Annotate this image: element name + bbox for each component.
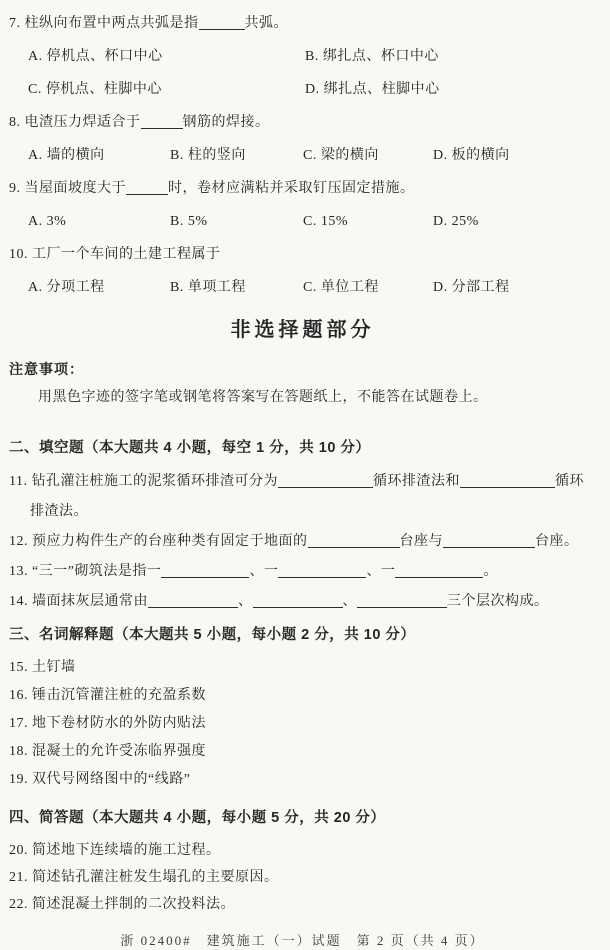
option: D. 板的横向 <box>433 148 510 163</box>
text-run: 循环排渣法。 <box>30 474 584 519</box>
definition-question-15: 15. 土钉墙 <box>9 660 76 675</box>
question-10 <box>9 245 596 298</box>
option: D. 分部工程 <box>433 280 510 295</box>
text-run: 循环排渣法和 <box>372 474 460 489</box>
text-run: 13. “三一”砌筑法是指一 <box>9 564 162 579</box>
question-8 <box>9 113 596 166</box>
text-run: 、 <box>342 594 357 609</box>
text-run: 、一 <box>249 564 279 579</box>
text-run: 8. 电渣压力焊适合于 <box>9 115 141 130</box>
answer-blank <box>278 473 373 488</box>
text-run: 、 <box>238 594 253 609</box>
option: D. 25% <box>433 214 479 229</box>
answer-blank <box>460 473 555 488</box>
page-footer: 浙 02400# 建筑施工（一）试题 第 2 页（共 4 页） <box>120 933 485 948</box>
text-run: 11. 钻孔灌注桩施工的泥浆循环排渣可分为 <box>9 474 278 489</box>
definition-question-17: 17. 地下卷材防水的外防内贴法 <box>9 716 206 731</box>
notice-block <box>9 359 596 432</box>
short-answer-section-heading: 四、简答题（本大题共 4 小题，每小题 5 分，共 20 分） <box>9 810 386 826</box>
question-stem <box>9 113 596 133</box>
text-run: 台座。 <box>535 534 579 549</box>
option: C. 15% <box>303 214 348 229</box>
short-answer-section <box>9 837 596 918</box>
definition-question-16: 16. 锤击沉管灌注桩的充盈系数 <box>9 688 206 703</box>
answer-blank <box>199 15 245 30</box>
option-row <box>9 80 596 100</box>
text-run: 7. 柱纵向布置中两点共弧是指 <box>9 16 199 31</box>
option: A. 3% <box>28 214 67 229</box>
question-stem <box>9 245 596 265</box>
text-run: 14. 墙面抹灰层通常由 <box>9 594 148 609</box>
answer-blank <box>308 533 400 548</box>
answer-blank <box>161 563 249 578</box>
text-run: 共弧。 <box>244 16 288 31</box>
text-run: 。 <box>483 564 498 579</box>
multiple-choice-section <box>9 14 596 311</box>
option: B. 柱的竖向 <box>170 148 246 163</box>
option-row <box>9 278 596 298</box>
answer-blank <box>395 563 483 578</box>
question-stem <box>9 14 596 34</box>
answer-blank <box>148 593 238 608</box>
question-9 <box>9 179 596 232</box>
text-run: 台座与 <box>399 534 443 549</box>
option: B. 绑扎点、杯口中心 <box>305 49 439 64</box>
fill-in-question-11 <box>9 467 596 527</box>
question-7 <box>9 14 596 100</box>
definitions-section <box>9 654 596 794</box>
option: B. 单项工程 <box>170 280 246 295</box>
text-run: 时，卷材应满粘并采取钉压固定措施。 <box>168 181 415 196</box>
text-run: 钢筋的焊接。 <box>182 115 270 130</box>
fill-in-section <box>9 467 596 617</box>
option-row <box>9 146 596 166</box>
fill-in-question-13 <box>9 557 596 587</box>
text-run: 10. 工厂一个车间的土建工程属于 <box>9 247 221 262</box>
definition-question-18: 18. 混凝土的允许受冻临界强度 <box>9 744 206 759</box>
question-stem <box>9 179 596 199</box>
short-answer-question-22: 22. 简述混凝土拌制的二次投料法。 <box>9 897 235 912</box>
fill-in-question-12 <box>9 527 596 557</box>
answer-blank <box>443 533 535 548</box>
option: A. 墙的横向 <box>28 148 105 163</box>
fill-in-section-heading: 二、填空题（本大题共 4 小题，每空 1 分，共 10 分） <box>9 440 371 456</box>
answer-blank <box>126 180 168 195</box>
text-run: 、一 <box>366 564 396 579</box>
option: C. 停机点、柱脚中心 <box>28 82 162 97</box>
non-choice-section-heading: 非选择题部分 <box>230 319 375 341</box>
notice-body: 用黑色字迹的签字笔或钢笔将答案写在答题纸上，不能答在试题卷上。 <box>38 390 488 405</box>
answer-blank <box>278 563 366 578</box>
option: A. 分项工程 <box>28 280 105 295</box>
option: A. 停机点、杯口中心 <box>28 49 163 64</box>
option-row <box>9 47 596 67</box>
definition-question-19: 19. 双代号网络图中的“线路” <box>9 772 191 787</box>
answer-blank <box>141 114 183 129</box>
text-run: 9. 当屋面坡度大于 <box>9 181 126 196</box>
answer-blank <box>357 593 447 608</box>
option: C. 单位工程 <box>303 280 379 295</box>
option: C. 梁的横向 <box>303 148 379 163</box>
text-run: 12. 预应力构件生产的台座种类有固定于地面的 <box>9 534 308 549</box>
answer-blank <box>253 593 343 608</box>
text-run: 三个层次构成。 <box>447 594 549 609</box>
option-row <box>9 212 596 232</box>
short-answer-question-20: 20. 简述地下连续墙的施工过程。 <box>9 843 221 858</box>
option: B. 5% <box>170 214 208 229</box>
fill-in-question-14 <box>9 587 596 617</box>
notice-title: 注意事项： <box>9 361 84 377</box>
short-answer-question-21: 21. 简述钻孔灌注桩发生塌孔的主要原因。 <box>9 870 279 885</box>
definitions-section-heading: 三、名词解释题（本大题共 5 小题，每小题 2 分，共 10 分） <box>9 627 416 643</box>
option: D. 绑扎点、柱脚中心 <box>305 82 440 97</box>
